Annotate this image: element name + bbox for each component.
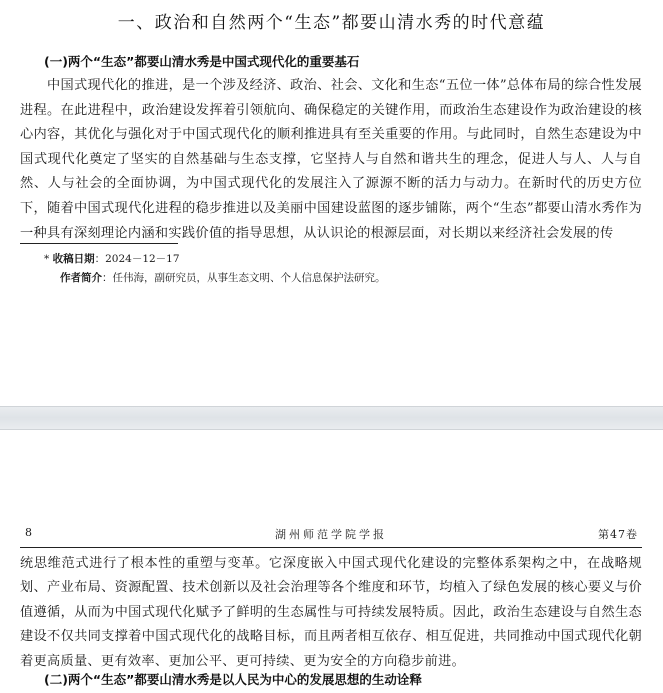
body-paragraph-one: 中国式现代化的推进，是一个涉及经济、政治、社会、文化和生态“五位一体”总体布局的综合性发展进程。在此进程中，政治建设发挥着引领航向、确保稳定的关键作用，而政治生态建设作为政治建设的核心内容，其优化与强化对于中国式现代化的顺利推进具有至关重要的作用。与此同时，自然生态建设为中国式现代化奠定了坚实的自然基础与生态支撑，它坚持人与自然和谐共生的理念，促进人与人、人与自然、人与社会的全面协调，为中国式现代化的发展注入了源源不断的活力与动力。在新时代的历史方位下，随着中国式现代化进程的稳步推进以及美丽中国建设蓝图的逐步铺陈，两个“生态”都要山清水秀作为一种具有深刻理论内涵和实践价值的指导思想，从认识论的根源层面，对长期以来经济社会发展的传 [20,78,642,241]
running-header [20,524,642,544]
subheading-two: (二)两个“生态”都要山清水秀是以人民为中心的发展思想的生动诠释 [44,672,422,687]
footnote-rule [20,243,178,244]
author-info: ：任伟海，副研究员，从事生态文明、个人信息保护法研究。 [102,272,386,284]
page-lower [0,430,663,693]
page-gap [0,406,663,430]
page-number: 8 [25,526,32,539]
subheading-one: (一)两个“生态”都要山清水秀是中国式现代化的重要基石 [44,54,360,69]
author-label: 作者简介 [60,272,102,284]
volume-number: 第47卷 [598,528,638,541]
footnote-received [44,252,180,266]
received-label: 收稿日期 [52,253,95,265]
body-paragraph-two: 统思维范式进行了根本性的重塑与变革。它深度嵌入中国式现代化建设的完整体系架构之中，在战略规划、产业布局、资源配置、技术创新以及社会治理等各个维度和环节，均植入了绿色发展的核心要义与价值遵循，从而为中国式现代化赋予了鲜明的生态属性与可持续发展特质。因此，政治生态建设与自然生态建设不仅共同支撑着中国式现代化的战略目标，而且两者相互依存、相互促进，共同推动中国式现代化朝着更高质量、更有效率、更加公平、更可持续、更为安全的方向稳步前进。 [20,556,642,669]
journal-name: 湖州师范学院学报 [275,528,387,541]
section-title: 一、政治和自然两个“生态”都要山清水秀的时代意蕴 [117,13,546,33]
header-rule [20,547,642,548]
footnote-marker: * [44,253,50,265]
footnote-author [60,271,386,285]
received-date: ：2024－12－17 [94,253,180,265]
